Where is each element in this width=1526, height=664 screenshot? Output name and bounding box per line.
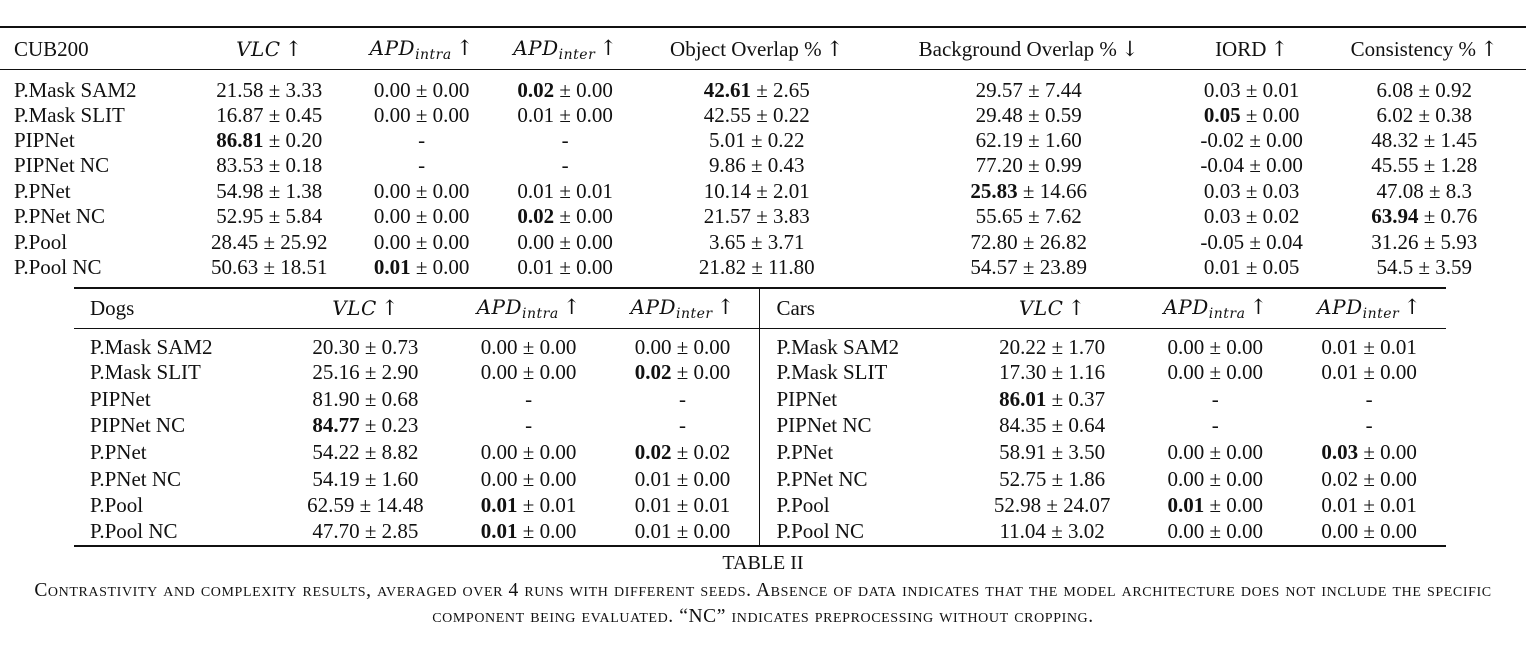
dogs-col-header-1-math: $APD_{intra}$ <box>476 294 559 322</box>
cub-col-header-6 <box>1322 27 1526 69</box>
dogs-cell-1-2: 0.02 ± 0.00 <box>634 360 731 385</box>
row-label-cars: P.Mask SLIT <box>760 360 966 387</box>
cars-col-header-1-math: $APD_{intra}$ <box>1163 294 1246 322</box>
cub-cell-5-1: 0.00 ± 0.00 <box>373 204 470 229</box>
cub-cell-7-2-mean: 0.01 <box>517 255 555 280</box>
cub-cell-4-4-mean: 25.83 <box>970 178 1018 203</box>
cars-cell-5-2-mean: 0.02 <box>1321 466 1359 491</box>
cars-cell-0-0-mean: 20.22 <box>999 334 1047 359</box>
row-label-dogs: P.Mask SLIT <box>90 360 201 385</box>
cub-col-header-3-label: Object Overlap % <box>670 36 822 61</box>
table-row <box>0 103 1526 128</box>
cub-cell-0-5-mean: 0.03 <box>1203 77 1241 102</box>
cars-col-header-0-arrow: ↑ <box>1063 295 1086 320</box>
dogs-cell-1-0: 25.16 ± 2.90 <box>312 360 419 385</box>
cub-cell-2-4: 62.19 ± 1.60 <box>975 128 1082 153</box>
cub-cell-6-4: 72.80 ± 26.82 <box>970 229 1087 254</box>
dogs-cell-7-0: 47.70 ± 2.85 <box>279 519 452 546</box>
cars-cell-0-1: 0.00 ± 0.00 <box>1167 334 1264 359</box>
cub-cell-5-1-mean: 0.00 <box>373 204 411 229</box>
dataset-label-cub200: CUB200 <box>0 27 189 69</box>
row-label-dogs: PIPNet <box>90 386 151 411</box>
dogs-cell-6-1-mean: 0.01 <box>480 493 518 518</box>
table-row <box>74 519 1446 546</box>
table-row <box>0 69 1526 103</box>
dogs-col-header-2-math: $APD_{inter}$ <box>630 294 713 322</box>
cub-cell-3-5: -0.04 ± 0.00 <box>1200 153 1303 178</box>
cars-cell-4-2: 0.03 ± 0.00 <box>1321 440 1417 465</box>
cub-cell-3-3: 9.86 ± 0.43 <box>708 153 805 178</box>
cub-cell-5-0: 52.95 ± 5.84 <box>216 204 323 229</box>
cub-cell-3-3-mean: 9.86 <box>708 153 746 178</box>
cub-col-header-4-label: Background Overlap % <box>918 36 1117 61</box>
cub-cell-3-6: 45.55 ± 1.28 <box>1371 153 1478 178</box>
cub-cell-1-1: 0.00 ± 0.00 <box>373 102 470 127</box>
cub-cell-0-5: 0.03 ± 0.01 <box>1203 77 1300 102</box>
cars-col-header-1-arrow: ↑ <box>1245 294 1268 319</box>
dogs-cell-1-0-mean: 25.16 <box>312 360 360 385</box>
cars-cell-7-2: 0.00 ± 0.00 <box>1292 519 1446 546</box>
dogs-cars-results-table <box>74 287 1446 547</box>
cub-cell-1-4: 29.48 ± 0.59 <box>975 102 1082 127</box>
cub-cell-3-0: 83.53 ± 0.18 <box>216 153 323 178</box>
dogs-cell-5-1-mean: 0.00 <box>480 466 518 491</box>
cub-cell-3-6-mean: 45.55 <box>1371 153 1419 178</box>
dogs-cell-7-2-mean: 0.01 <box>634 519 672 544</box>
cars-cell-3-0-mean: 84.35 <box>999 413 1047 438</box>
row-label-dogs: P.Mask SAM2 <box>90 334 213 359</box>
cub-cell-0-6-mean: 6.08 <box>1376 77 1414 102</box>
cars-cell-1-1: 0.00 ± 0.00 <box>1167 360 1264 385</box>
cub-cell-3-1: - <box>418 153 426 178</box>
table-row <box>0 255 1526 280</box>
dogs-col-header-1-subscript: intra <box>522 305 559 322</box>
dogs-cell-5-0-mean: 54.19 <box>312 466 360 491</box>
dogs-cell-7-2: 0.01 ± 0.00 <box>605 519 759 546</box>
dataset-label-cars: Cars <box>760 288 966 328</box>
cars-cell-7-1: 0.00 ± 0.00 <box>1138 519 1292 546</box>
dogs-cell-4-2: 0.02 ± 0.02 <box>634 440 731 465</box>
dogs-cell-0-2: 0.00 ± 0.00 <box>634 334 731 359</box>
cub200-body <box>0 69 1526 280</box>
cars-cell-2-1: - <box>1211 386 1219 411</box>
cub-cell-6-2: 0.00 ± 0.00 <box>517 229 613 254</box>
cub-cell-4-1: 0.00 ± 0.00 <box>373 178 470 203</box>
cub-cell-7-1-mean: 0.01 <box>373 255 411 280</box>
cub-cell-6-1: 0.00 ± 0.00 <box>373 229 470 254</box>
cars-col-header-2-subscript: inter <box>1362 305 1400 322</box>
cars-cell-6-1-mean: 0.01 <box>1167 493 1205 518</box>
cub-cell-4-3: 10.14 ± 2.01 <box>703 178 810 203</box>
cub-col-header-0 <box>189 27 350 69</box>
row-label-cars: P.Pool NC <box>760 519 966 546</box>
cub-col-header-2-subscript: inter <box>558 46 596 63</box>
cub-cell-5-6: 63.94 ± 0.76 <box>1371 204 1478 229</box>
cub-cell-6-0: 28.45 ± 25.92 <box>210 229 328 254</box>
table-caption-text: Contrastivity and complexity results, averaged over 4 runs with different seeds. Absence of data indicates that the model architecture does not include the specific component being evaluated. “NC” indicates preprocessing without cropping. <box>34 580 1492 627</box>
cub-cell-2-6-mean: 48.32 <box>1371 128 1419 153</box>
row-label-cars: PIPNet <box>760 386 966 413</box>
cub-cell-4-0-mean: 54.98 <box>216 178 264 203</box>
cub-col-header-1-math: $APD_{intra}$ <box>369 35 452 63</box>
dogs-cell-0-1: 0.00 ± 0.00 <box>480 334 577 359</box>
cub-cell-6-2-mean: 0.00 <box>517 229 555 254</box>
row-label: P.PNet NC <box>14 204 106 229</box>
dogs-cars-header-row <box>74 288 1446 328</box>
dogs-cell-1-1-mean: 0.00 <box>480 360 518 385</box>
cars-cell-4-2-mean: 0.03 <box>1321 440 1359 465</box>
dogs-cell-0-1-mean: 0.00 <box>480 334 518 359</box>
dogs-cell-6-1: 0.01 ± 0.01 <box>480 493 577 518</box>
table-row <box>74 386 1446 413</box>
cub-cell-1-1-mean: 0.00 <box>373 102 411 127</box>
cars-cell-0-1-mean: 0.00 <box>1167 334 1205 359</box>
row-label: PIPNet <box>14 128 75 153</box>
cars-cell-4-1: 0.00 ± 0.00 <box>1167 440 1264 465</box>
cars-cell-1-0: 17.30 ± 1.16 <box>999 360 1106 385</box>
table-row <box>74 466 1446 493</box>
row-label: P.Mask SAM2 <box>14 77 137 102</box>
cub-col-header-6-label: Consistency % <box>1350 36 1477 61</box>
cub-cell-0-0: 21.58 ± 3.33 <box>216 77 323 102</box>
cub-cell-0-3-mean: 42.61 <box>703 77 751 102</box>
cars-cell-5-0-mean: 52.75 <box>999 466 1047 491</box>
cub-cell-0-2: 0.02 ± 0.00 <box>517 77 613 102</box>
cub-cell-4-1-mean: 0.00 <box>373 178 411 203</box>
dogs-col-header-0-arrow: ↑ <box>376 295 399 320</box>
cars-col-header-1 <box>1138 288 1292 328</box>
cub-cell-2-3: 5.01 ± 0.22 <box>708 128 805 153</box>
cub-col-header-1-arrow: ↑ <box>451 35 474 60</box>
cub-cell-1-4-mean: 29.48 <box>975 102 1023 127</box>
cars-cell-6-0-mean: 52.98 <box>993 493 1042 518</box>
dogs-cell-6-0-mean: 62.59 <box>307 493 355 518</box>
row-label: PIPNet NC <box>14 153 110 178</box>
cars-cell-5-1-mean: 0.00 <box>1167 466 1205 491</box>
cub-cell-2-0-mean: 86.81 <box>216 128 264 153</box>
table-row <box>0 204 1526 229</box>
dogs-cars-body <box>74 328 1446 546</box>
cub-cell-4-6-mean: 47.08 <box>1376 178 1424 203</box>
cars-cell-1-2-mean: 0.01 <box>1321 360 1359 385</box>
cub-cell-1-6-mean: 6.02 <box>1376 102 1414 127</box>
cub-cell-6-6-mean: 31.26 <box>1371 229 1419 254</box>
cars-col-header-2 <box>1292 288 1446 328</box>
cars-col-header-2-arrow: ↑ <box>1399 294 1422 319</box>
cub-cell-3-2: - <box>561 153 569 178</box>
cub-cell-4-2-mean: 0.01 <box>517 178 555 203</box>
dogs-col-header-2-subscript: inter <box>675 305 713 322</box>
table-row <box>0 229 1526 254</box>
cub-cell-5-2: 0.02 ± 0.00 <box>517 204 613 229</box>
cub-cell-6-4-mean: 72.80 <box>970 229 1018 254</box>
table-row <box>0 179 1526 204</box>
cars-cell-2-0: 86.01 ± 0.37 <box>999 386 1106 411</box>
cub-cell-6-5: -0.05 ± 0.04 <box>1200 229 1303 254</box>
cub200-header-row <box>0 27 1526 69</box>
cub-cell-5-6-mean: 63.94 <box>1371 204 1419 229</box>
dogs-cell-7-1-mean: 0.01 <box>480 519 518 544</box>
table-row <box>74 360 1446 387</box>
cars-cell-1-0-mean: 17.30 <box>999 360 1047 385</box>
cub-cell-7-0-mean: 50.63 <box>210 255 259 280</box>
cars-col-header-1-subscript: intra <box>1208 305 1246 322</box>
cub-cell-2-5: -0.02 ± 0.00 <box>1200 128 1303 153</box>
table-row <box>74 328 1446 360</box>
cub-cell-7-2: 0.01 ± 0.00 <box>517 255 613 280</box>
dogs-cell-2-0-mean: 81.90 <box>312 386 360 411</box>
row-label-dogs: P.PNet <box>90 440 147 465</box>
cars-cell-7-0: 11.04 ± 3.02 <box>966 519 1139 546</box>
row-label-dogs: PIPNet NC <box>90 413 186 438</box>
cub-cell-7-6-mean: 54.5 <box>1376 255 1414 280</box>
dogs-cell-0-0: 20.30 ± 0.73 <box>312 334 419 359</box>
cars-cell-3-1: - <box>1211 413 1219 438</box>
row-label-cars: P.PNet <box>760 439 966 466</box>
cars-cell-7-0-mean: 11.04 <box>999 519 1046 544</box>
cars-col-header-0-math: VLC <box>1018 295 1064 320</box>
cub-cell-4-6: 47.08 ± 8.3 <box>1376 178 1472 203</box>
cub200-results-table <box>0 26 1526 280</box>
dogs-col-header-1-arrow: ↑ <box>558 294 581 319</box>
cub-cell-5-0-mean: 52.95 <box>216 204 264 229</box>
cub-cell-4-0: 54.98 ± 1.38 <box>216 178 323 203</box>
cub-cell-2-6: 48.32 ± 1.45 <box>1371 128 1478 153</box>
cars-cell-2-0-mean: 86.01 <box>999 386 1047 411</box>
cub-cell-5-3-mean: 21.57 <box>703 204 751 229</box>
cars-col-header-0 <box>966 288 1139 328</box>
cars-cell-5-2: 0.02 ± 0.00 <box>1321 466 1417 491</box>
dogs-cell-5-2-mean: 0.01 <box>634 466 672 491</box>
cub-cell-1-2-mean: 0.01 <box>517 102 555 127</box>
cars-cell-6-1: 0.01 ± 0.00 <box>1167 493 1264 518</box>
cub-cell-1-2: 0.01 ± 0.00 <box>517 102 613 127</box>
row-label: P.PNet <box>14 178 71 203</box>
cub-cell-7-5: 0.01 ± 0.05 <box>1203 255 1300 280</box>
cub-cell-1-5-mean: 0.05 <box>1203 102 1241 127</box>
dogs-cell-7-0-mean: 47.70 <box>312 519 360 544</box>
table-row <box>74 492 1446 519</box>
cars-cell-5-1: 0.00 ± 0.00 <box>1167 466 1264 491</box>
cars-col-header-2-math: $APD_{inter}$ <box>1317 294 1400 322</box>
dogs-col-header-0-math: VLC <box>332 295 377 320</box>
dogs-cell-5-0: 54.19 ± 1.60 <box>312 466 419 491</box>
cub-cell-7-3: 21.82 ± 11.80 <box>698 255 815 280</box>
cub-cell-6-6: 31.26 ± 5.93 <box>1371 229 1478 254</box>
cub-cell-5-5-mean: 0.03 <box>1203 204 1241 229</box>
row-label-cars: P.PNet NC <box>760 466 966 493</box>
cub-col-header-1-subscript: intra <box>415 46 452 63</box>
dogs-cell-4-1: 0.00 ± 0.00 <box>480 440 577 465</box>
cub-col-header-4-arrow: ↓ <box>1116 36 1139 61</box>
cub-col-header-5 <box>1181 27 1323 69</box>
dogs-cell-0-0-mean: 20.30 <box>312 334 360 359</box>
cub-cell-2-0: 86.81 ± 0.20 <box>216 128 323 153</box>
dogs-cell-4-0: 54.22 ± 8.82 <box>312 440 419 465</box>
cars-cell-6-2-mean: 0.01 <box>1321 493 1359 518</box>
cub-cell-2-5-mean: -0.02 <box>1200 128 1245 153</box>
cars-cell-4-1-mean: 0.00 <box>1167 440 1205 465</box>
cars-cell-6-0: 52.98 ± 24.07 <box>993 493 1111 518</box>
cub-cell-7-3-mean: 21.82 <box>698 255 747 280</box>
cub-col-header-3 <box>637 27 877 69</box>
cub-cell-5-3: 21.57 ± 3.83 <box>703 204 810 229</box>
cub-col-header-2-arrow: ↑ <box>595 35 618 60</box>
cub-cell-0-1: 0.00 ± 0.00 <box>373 77 470 102</box>
cars-cell-5-0: 52.75 ± 1.86 <box>999 466 1106 491</box>
cub-cell-0-6: 6.08 ± 0.92 <box>1376 77 1472 102</box>
table-row <box>74 439 1446 466</box>
cars-cell-3-0: 84.35 ± 0.64 <box>999 413 1106 438</box>
cub-cell-5-4: 55.65 ± 7.62 <box>975 204 1082 229</box>
cub-cell-4-2: 0.01 ± 0.01 <box>517 178 613 203</box>
cars-cell-0-2: 0.01 ± 0.01 <box>1321 334 1417 359</box>
cub-cell-2-1: - <box>418 128 426 153</box>
dogs-cell-7-1: 0.01 ± 0.00 <box>452 519 606 546</box>
cub-cell-5-2-mean: 0.02 <box>517 204 555 229</box>
cub-cell-7-4-mean: 54.57 <box>970 255 1018 280</box>
dogs-cell-2-1: - <box>525 386 533 411</box>
cars-cell-3-2: - <box>1365 413 1373 438</box>
dogs-cars-header <box>74 288 1446 328</box>
cub-cell-7-4: 54.57 ± 23.89 <box>970 255 1087 280</box>
cub-cell-3-4-mean: 77.20 <box>975 153 1023 178</box>
cars-cell-1-2: 0.01 ± 0.00 <box>1321 360 1417 385</box>
dogs-cell-3-1: - <box>525 413 533 438</box>
row-label: P.Mask SLIT <box>14 102 125 127</box>
cub-cell-2-4-mean: 62.19 <box>975 128 1023 153</box>
cub-cell-1-0: 16.87 ± 0.45 <box>216 102 323 127</box>
table-caption <box>0 552 1526 630</box>
cub-cell-6-1-mean: 0.00 <box>373 229 411 254</box>
table-row <box>0 153 1526 178</box>
dogs-cell-4-0-mean: 54.22 <box>312 440 360 465</box>
cub-cell-7-6: 54.5 ± 3.59 <box>1376 255 1472 280</box>
cars-cell-7-1-mean: 0.00 <box>1167 519 1205 544</box>
dogs-col-header-2-arrow: ↑ <box>712 294 735 319</box>
cub-col-header-1 <box>350 27 494 69</box>
cars-cell-2-2: - <box>1365 386 1373 411</box>
cars-cell-0-0: 20.22 ± 1.70 <box>999 334 1106 359</box>
cub-cell-6-5-mean: -0.05 <box>1200 229 1245 254</box>
cub-cell-5-5: 0.03 ± 0.02 <box>1203 204 1300 229</box>
cub-cell-3-4: 77.20 ± 0.99 <box>975 153 1082 178</box>
dogs-cell-6-2-mean: 0.01 <box>634 493 672 518</box>
cars-cell-6-2: 0.01 ± 0.01 <box>1321 493 1417 518</box>
row-label-dogs: P.Pool NC <box>74 519 279 546</box>
dataset-label-dogs: Dogs <box>74 288 279 328</box>
cub-col-header-5-label: IORD <box>1215 36 1267 61</box>
table-row <box>74 413 1446 440</box>
cub-cell-0-1-mean: 0.00 <box>373 77 411 102</box>
dogs-cell-1-1: 0.00 ± 0.00 <box>480 360 577 385</box>
cub-col-header-3-arrow: ↑ <box>821 36 844 61</box>
dogs-cell-5-2: 0.01 ± 0.00 <box>634 466 731 491</box>
row-label: P.Pool <box>14 229 68 254</box>
row-label-cars: P.Pool <box>760 492 966 519</box>
dogs-cell-6-0: 62.59 ± 14.48 <box>307 493 424 518</box>
cub-col-header-6-arrow: ↑ <box>1476 36 1498 61</box>
cars-cell-4-0: 58.91 ± 3.50 <box>999 440 1106 465</box>
cub-col-header-0-arrow: ↑ <box>280 36 303 61</box>
cub-cell-1-5: 0.05 ± 0.00 <box>1203 102 1300 127</box>
cars-cell-7-2-mean: 0.00 <box>1321 519 1359 544</box>
table-caption-title: TABLE II <box>722 552 804 574</box>
dogs-cell-2-0: 81.90 ± 0.68 <box>312 386 419 411</box>
cars-cell-1-1-mean: 0.00 <box>1167 360 1205 385</box>
cub200-header <box>0 27 1526 69</box>
cub-col-header-2-math: $APD_{inter}$ <box>513 35 596 63</box>
cub-cell-4-4: 25.83 ± 14.66 <box>970 178 1087 203</box>
cub-cell-0-3: 42.61 ± 2.65 <box>703 77 810 102</box>
cub-col-header-2 <box>493 27 637 69</box>
cub-cell-3-5-mean: -0.04 <box>1200 153 1245 178</box>
cub-cell-7-1: 0.01 ± 0.00 <box>373 255 470 280</box>
cub-cell-7-5-mean: 0.01 <box>1203 255 1241 280</box>
cars-cell-0-2-mean: 0.01 <box>1321 334 1359 359</box>
dogs-col-header-1 <box>452 288 606 328</box>
cub-cell-0-0-mean: 21.58 <box>216 77 264 102</box>
cub-cell-2-3-mean: 5.01 <box>708 128 746 153</box>
cub-cell-4-5: 0.03 ± 0.03 <box>1203 178 1300 203</box>
row-label: P.Pool NC <box>14 255 102 280</box>
cub-cell-6-0-mean: 28.45 <box>210 229 259 254</box>
row-label-dogs: P.PNet NC <box>90 466 182 491</box>
cub-cell-1-6: 6.02 ± 0.38 <box>1376 102 1472 127</box>
cub-cell-0-2-mean: 0.02 <box>517 77 555 102</box>
dogs-cell-2-2: - <box>678 386 686 411</box>
dogs-cell-1-2-mean: 0.02 <box>634 360 672 385</box>
cub-cell-3-0-mean: 83.53 <box>216 153 264 178</box>
dogs-cell-4-2-mean: 0.02 <box>634 440 672 465</box>
cub-cell-0-4: 29.57 ± 7.44 <box>975 77 1082 102</box>
cub-cell-0-4-mean: 29.57 <box>975 77 1023 102</box>
dogs-cell-0-2-mean: 0.00 <box>634 334 672 359</box>
row-label-cars: PIPNet NC <box>760 413 966 440</box>
dogs-cell-6-2: 0.01 ± 0.01 <box>634 493 731 518</box>
cub-cell-1-3-mean: 42.55 <box>703 102 751 127</box>
dogs-cell-4-1-mean: 0.00 <box>480 440 518 465</box>
cub-cell-1-0-mean: 16.87 <box>216 102 264 127</box>
cub-cell-7-0: 50.63 ± 18.51 <box>210 255 328 280</box>
dogs-cell-3-0-mean: 84.77 <box>312 413 360 438</box>
dogs-col-header-2 <box>605 288 759 328</box>
cub-cell-6-3-mean: 3.65 <box>708 229 746 254</box>
cub-cell-4-3-mean: 10.14 <box>703 178 751 203</box>
table-row <box>0 128 1526 153</box>
row-label-cars: P.Mask SAM2 <box>760 328 966 360</box>
dogs-col-header-0 <box>279 288 452 328</box>
cub-col-header-0-math: VLC <box>236 36 281 61</box>
row-label-dogs: P.Pool <box>90 493 144 518</box>
cub-cell-5-4-mean: 55.65 <box>975 204 1023 229</box>
dogs-cell-3-0: 84.77 ± 0.23 <box>312 413 419 438</box>
dogs-cell-3-2: - <box>678 413 686 438</box>
cub-col-header-5-arrow: ↑ <box>1266 36 1289 61</box>
cub-cell-4-5-mean: 0.03 <box>1203 178 1241 203</box>
cars-cell-4-0-mean: 58.91 <box>999 440 1047 465</box>
dogs-cell-5-1: 0.00 ± 0.00 <box>480 466 577 491</box>
cub-cell-1-3: 42.55 ± 0.22 <box>703 102 810 127</box>
cub-cell-6-3: 3.65 ± 3.71 <box>708 229 805 254</box>
cub-cell-2-2: - <box>561 128 569 153</box>
cub-col-header-4 <box>877 27 1181 69</box>
